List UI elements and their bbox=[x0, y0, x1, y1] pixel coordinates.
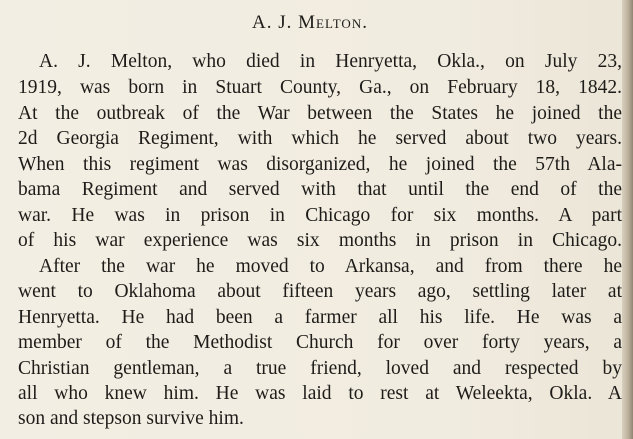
text-line: After the war he moved to Arkansa, and from there he bbox=[39, 256, 622, 277]
text-line: went to Oklahoma about fifteen years ago, settling later at bbox=[18, 281, 622, 302]
text-line: A. J. Melton, who died in Henryetta, Okla., on July 23, bbox=[39, 51, 622, 72]
text-line: When this regiment was disorganized, he joined the 57th Ala- bbox=[18, 154, 622, 175]
text-line: bama Regiment and served with that until the end of the bbox=[18, 179, 622, 200]
text-line: of his war experience was six months in prison in Chicago. bbox=[18, 230, 622, 251]
text-line: member of the Methodist Church for over forty years, a bbox=[18, 332, 622, 353]
article-title: A. J. Melton. bbox=[252, 12, 368, 33]
text-line: Henryetta. He had been a farmer all his life. He was a bbox=[18, 307, 622, 328]
text-line: 2d Georgia Regiment, with which he served about two years. bbox=[18, 128, 622, 149]
page-gutter-shadow bbox=[622, 0, 633, 439]
text-line: son and stepson survive him. bbox=[18, 408, 244, 429]
text-line: At the outbreak of the War between the States he joined the bbox=[18, 103, 622, 124]
text-line: Christian gentleman, a true friend, loved and respected by bbox=[18, 358, 622, 379]
text-line: war. He was in prison in Chicago for six months. A part bbox=[18, 205, 622, 226]
text-line: all who knew him. He was laid to rest at Weleekta, Okla. A bbox=[18, 383, 622, 404]
text-line: 1919, was born in Stuart County, Ga., on February 18, 1842. bbox=[18, 77, 622, 98]
